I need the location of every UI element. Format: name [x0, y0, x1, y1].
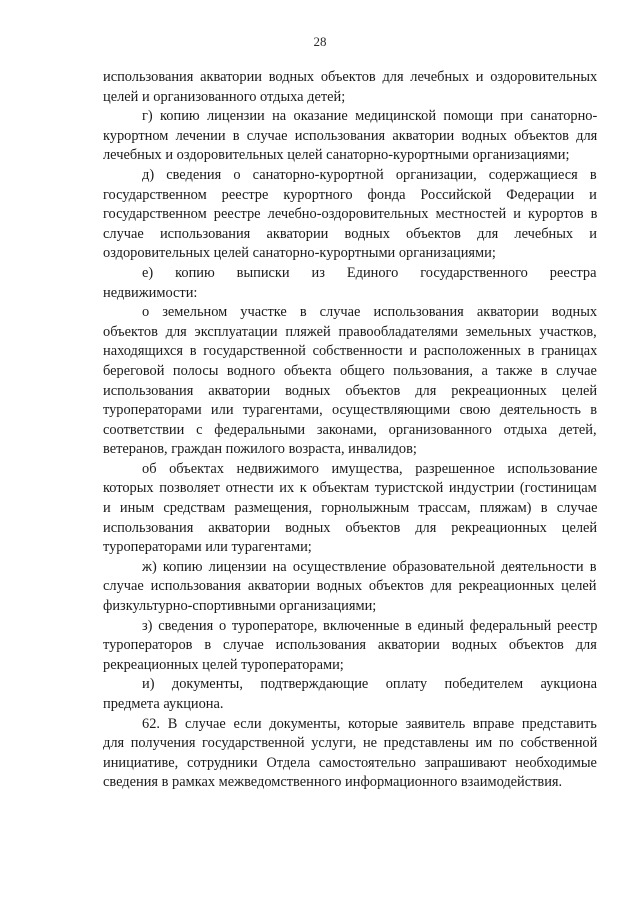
paragraph-p6	[103, 558, 597, 617]
text-line: туроператоров в случае использования акватории водных объектов для	[103, 637, 597, 654]
text-line: сведения в рамках межведомственного информационного взаимодействия.	[103, 774, 563, 791]
text-line: случае использования акватории водных объектов для рекреационных целей	[103, 578, 597, 595]
text-line: лечебных и оздоровительных целей санаторно-курортными организациями;	[103, 147, 570, 164]
paragraph-p1	[103, 107, 597, 166]
text-line: ветеранов, граждан пожилого возраста, инвалидов;	[103, 441, 417, 458]
text-line: инициативе, сотрудники Отдела самостоятельно запрашивают необходимые	[103, 754, 597, 771]
paragraph-p0	[103, 68, 597, 107]
text-line: и) документы, подтверждающие оплату победителем аукциона	[142, 676, 598, 693]
text-line: для получения государственной услуги, не представлены им по собственной	[103, 735, 598, 752]
paragraph-p3	[103, 264, 597, 303]
text-line: 62. В случае если документы, которые заявитель вправе представить	[142, 715, 597, 732]
text-line: находящихся в государственной собственности и расположенных в границах	[103, 343, 598, 360]
text-line: использования акватории водных объектов для лечебных и оздоровительных	[103, 69, 598, 85]
text-line: использования акватории водных объектов для рекреационных целей	[103, 382, 598, 399]
text-line: которых позволяет отнести их к объектам туристской индустрии (гостиницам	[103, 480, 597, 497]
text-line: соответствии с федеральными законами, организованного отдыха детей,	[103, 421, 597, 438]
text-line: береговой полосы водного объекта общего пользования, а также в случае	[103, 362, 597, 379]
text-line: предмета аукциона.	[103, 696, 224, 712]
paragraph-p4	[103, 303, 597, 460]
document-body	[103, 68, 597, 793]
text-line: объектов для эксплуатации пляжей правообладателями земельных участков,	[103, 323, 597, 340]
paragraph-p5	[103, 460, 597, 558]
paragraph-p2	[103, 166, 597, 264]
text-line: туроператорами или турагентами, осуществляющими свою деятельность в	[103, 402, 598, 419]
text-line: и иным средствам размещения, горнолыжным трассам, пляжам) в случае	[103, 500, 598, 517]
text-line: о земельном участке в случае использования акватории водных	[142, 304, 598, 321]
text-line: курортном лечении в случае использования акватории водных объектов для	[103, 127, 598, 144]
text-line: з) сведения о туроператоре, включенные в единый федеральный реестр	[142, 617, 598, 634]
text-line: рекреационных целей туроператорами;	[103, 656, 344, 673]
text-line: ж) копию лицензии на осуществление образовательной деятельности в	[142, 558, 597, 575]
text-line: физкультурно-спортивными организациями;	[103, 598, 377, 615]
text-line: е) копию выписки из Единого государственного реестра	[142, 264, 597, 281]
text-line: об объектах недвижимого имущества, разрешенное использование	[142, 460, 598, 477]
text-line: государственном реестре лечебно-оздоровительных местностей и курортов в	[103, 206, 598, 223]
text-line: туроператорами или турагентами;	[103, 539, 312, 556]
text-line: использования акватории водных объектов для рекреационных целей	[103, 519, 598, 536]
text-line: государственном реестре курортного фонда Российской Федерации и	[103, 186, 597, 203]
text-line: недвижимости:	[103, 284, 198, 301]
paragraph-p7	[103, 617, 597, 676]
text-line: д) сведения о санаторно-курортной организации, содержащиеся в	[142, 166, 597, 183]
text-line: случае использования акватории водных объектов для лечебных и	[103, 225, 597, 242]
text-line: целей и организованного отдыха детей;	[103, 88, 346, 105]
paragraph-p8	[103, 675, 597, 714]
text-line: оздоровительных целей санаторно-курортными организациями;	[103, 245, 496, 262]
page-number: 28	[313, 34, 327, 49]
paragraph-p9	[103, 715, 597, 793]
text-line: г) копию лицензии на оказание медицинской помощи при санаторно-	[142, 108, 598, 125]
